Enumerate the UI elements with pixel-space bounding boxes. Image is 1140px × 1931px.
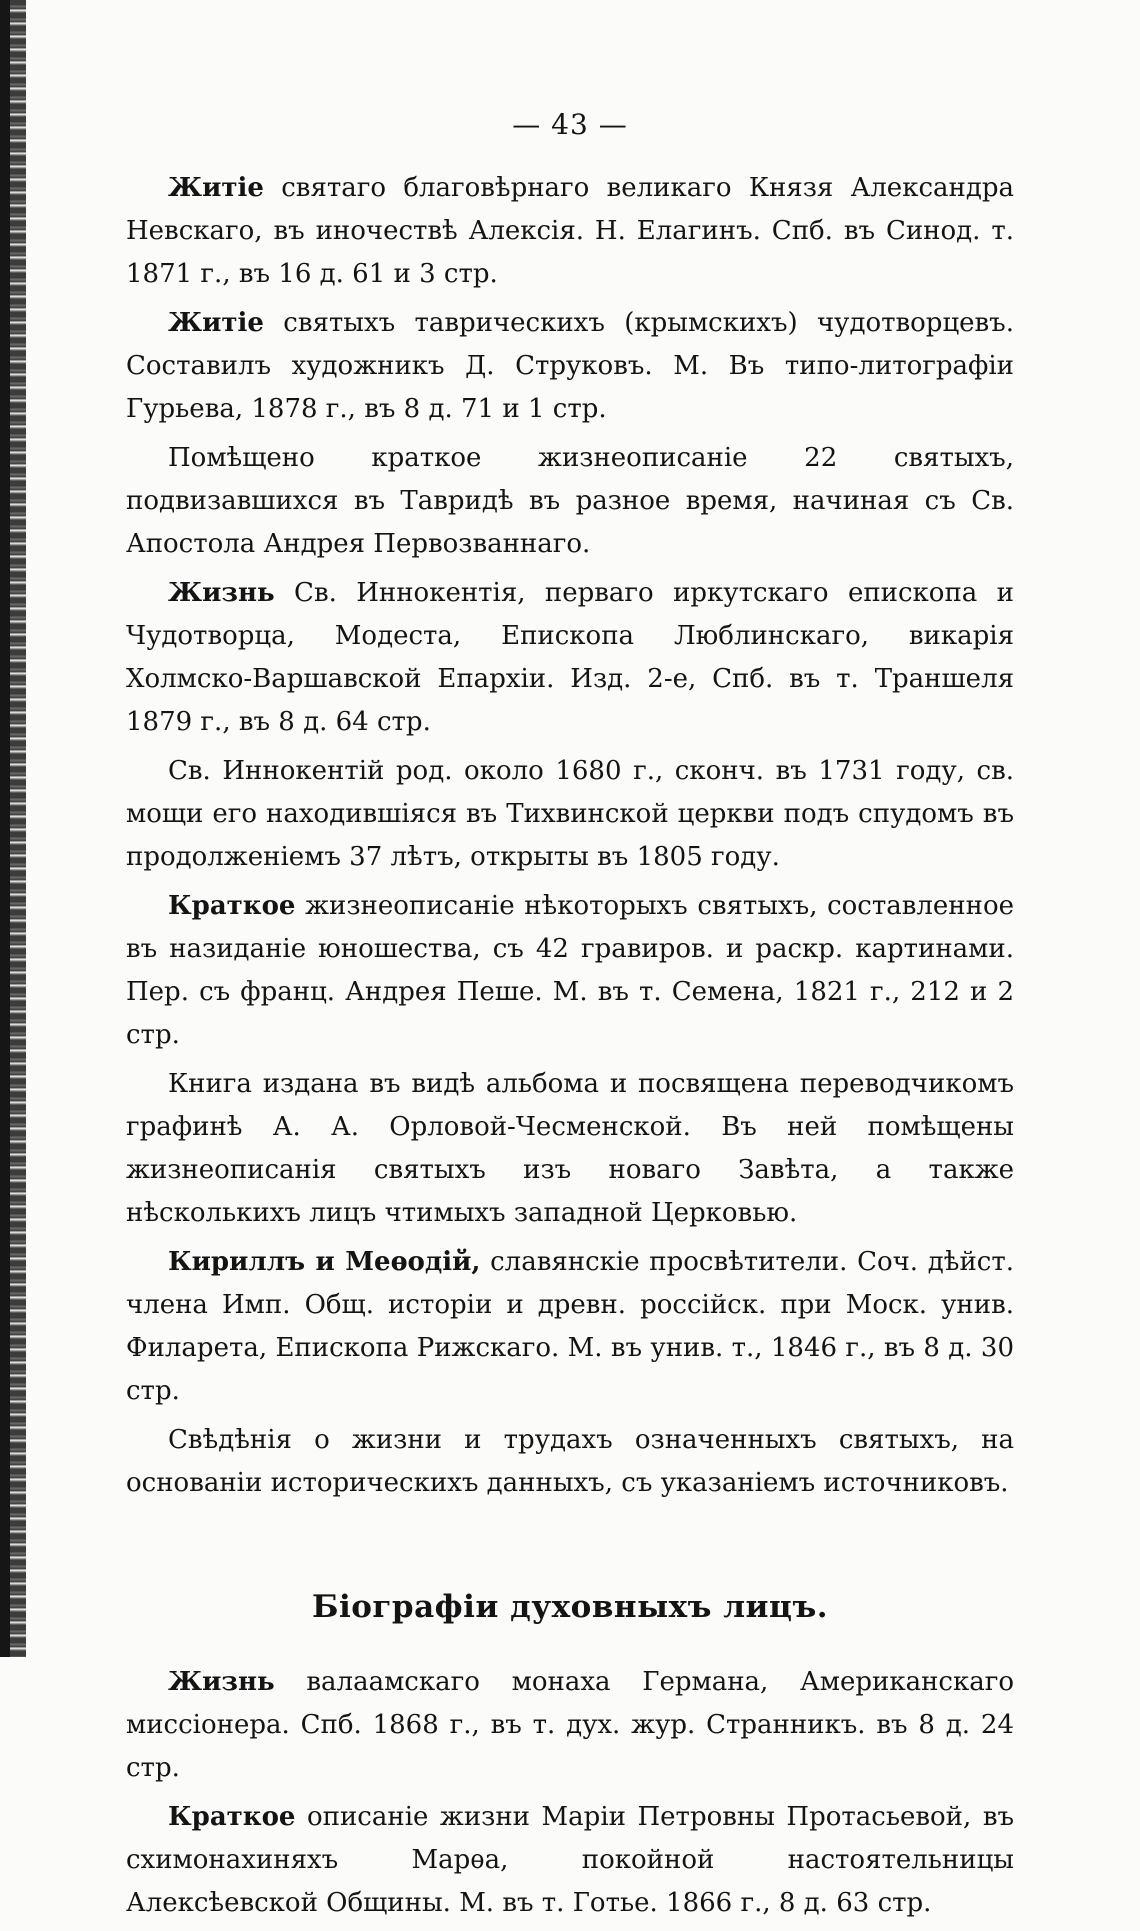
entry-lead: Жизнь — [168, 578, 275, 608]
entry-text: святаго благовѣрнаго великаго Князя Александра Невскаго, въ иночествѣ Алексія. Н. Елагинъ. Спб. въ Синод. т. 1871 г., въ 16 д. 61 и 3 стр. — [126, 173, 1014, 289]
entry-lead: Жизнь — [168, 1667, 275, 1697]
entry-text: Помѣщено краткое жизнеописаніе 22 святыхъ, подвизавшихся въ Тавридѣ въ разное время, начиная съ Св. Апостола Андрея Первозваннаго. — [126, 443, 1014, 559]
entry-text: Свѣдѣнія о жизни и трудахъ означенныхъ святыхъ, на основаніи историческихъ данныхъ, съ указаніемъ источниковъ. — [126, 1425, 1014, 1498]
entry — [126, 1796, 1014, 1925]
entry-text: Св. Иннокентій род. около 1680 г., сконч. въ 1731 году, св. мощи его находившіяся въ Тихвинской церкви подъ спудомъ въ продолженіемъ 37 лѣтъ, открыты въ 1805 году. — [126, 756, 1014, 872]
book-page — [126, 108, 1014, 1931]
entry-text: Книга издана въ видѣ альбома и посвящена переводчикомъ графинѣ А. А. Орловой-Чесменской. Въ ней помѣщены жизнеописанія святыхъ изъ новаго Завѣта, а также нѣсколькихъ лицъ чтимыхъ западной Церковью. — [126, 1069, 1014, 1228]
entry — [126, 572, 1014, 744]
entry — [126, 167, 1014, 296]
entry-note — [126, 1063, 1014, 1235]
entry-note — [126, 437, 1014, 566]
entry-lead: Житіе — [168, 308, 264, 338]
entry-note — [126, 1419, 1014, 1505]
entry-text: славянскіе просвѣтители. Соч. дѣйст. члена Имп. Общ. исторіи и древн. россійск. при Моск. унив. Филарета, Епископа Рижскаго. М. въ унив. т., 1846 г., въ 8 д. 30 стр. — [126, 1247, 1014, 1406]
entry-text: Св. Иннокентія, перваго иркутскаго епископа и Чудотворца, Модеста, Епископа Люблинскаго, викарія Холмско-Варшавской Епархіи. Изд. 2-е, Спб. въ т. Траншеля 1879 г., въ 8 д. 64 стр. — [126, 578, 1014, 737]
scan-edge-border — [0, 0, 10, 1657]
entry-lead: Кириллъ и Меѳодій, — [168, 1247, 481, 1277]
entry-text: святыхъ таврическихъ (крымскихъ) чудотворцевъ. Составилъ художникъ Д. Струковъ. М. Въ типо-литографіи Гурьева, 1878 г., въ 8 д. 71 и 1 стр. — [126, 308, 1014, 424]
entry-text: жизнеописаніе нѣкоторыхъ святыхъ, составленное въ назиданіе юношества, съ 42 гравиров. и раскр. картинами. Пер. съ франц. Андрея Пеше. М. въ т. Семена, 1821 г., 212 и 2 стр. — [126, 891, 1014, 1050]
entry — [126, 302, 1014, 431]
page-number: — 43 — — [512, 108, 628, 141]
entry-note — [126, 750, 1014, 879]
entry — [126, 885, 1014, 1057]
entry-lead: Краткое — [168, 891, 296, 921]
entry — [126, 1661, 1014, 1790]
entry — [126, 1241, 1014, 1413]
section-heading: Біографіи духовныхъ лицъ. — [311, 1589, 829, 1625]
entry-lead: Краткое — [168, 1802, 296, 1832]
entry-text: описаніе жизни Маріи Петровны Протасьевой, въ схимонахиняхъ Марѳа, покойной настоятельницы Алексѣевской Общины. М. въ т. Готье. 1866 г., 8 д. 63 стр. — [126, 1802, 1014, 1918]
entry-lead: Житіе — [168, 173, 264, 203]
entries-bottom — [126, 1661, 1014, 1925]
entries-top — [126, 167, 1014, 1505]
entry-text: валаамскаго монаха Германа, Американскаго миссіонера. Спб. 1868 г., въ т. дух. жур. Странникъ. въ 8 д. 24 стр. — [126, 1667, 1014, 1783]
